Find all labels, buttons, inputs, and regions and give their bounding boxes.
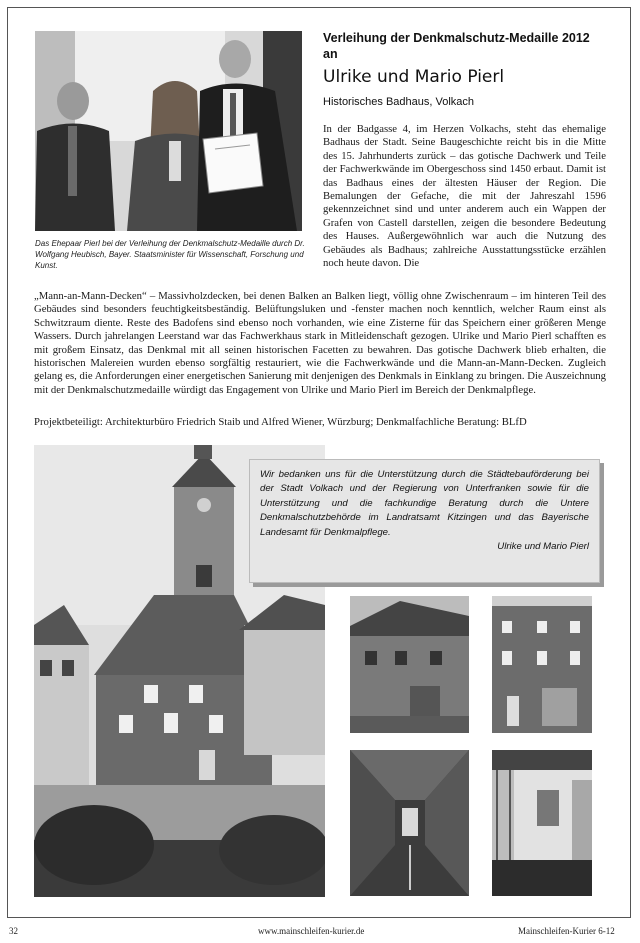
project-credits: Projektbeteiligt: Architekturbüro Friedrich Staib und Alfred Wiener, Würzburg; Denkmalfachliche Beratung: BLfD (34, 416, 527, 428)
thank-you-quote-box (249, 459, 600, 583)
footer-issue: Mainschleifen-Kurier 6-12 (518, 926, 615, 936)
photo-caption: Das Ehepaar Pierl bei der Verleihung der Denkmalschutz-Medaille durch Dr. Wolfgang Heubisch, Bayer. Staatsminister für Wissenschaft, Forschung und Kunst. (35, 239, 305, 270)
article-title: Ulrike und Mario Pierl (323, 67, 505, 87)
article-kicker: Verleihung der Denkmalschutz-Medaille 2012 an (323, 31, 590, 61)
footer-url[interactable]: www.mainschleifen-kurier.de (258, 926, 365, 936)
interior-room-photo (492, 750, 592, 896)
facade-after-photo (492, 596, 592, 733)
article-subtitle: Historisches Badhaus, Volkach (323, 96, 475, 108)
article-column-text: In der Badgasse 4, im Herzen Volkachs, steht das ehemalige Badhaus der Stadt. Seine Baugeschichte reicht bis in die Mitte des 15. Jahrhunderts zurück – das gotische Dachwerk und Teile der Fachwerkwände im Obergeschoss sind 1450 erbaut. Damit ist das Badhaus eines der ältesten Häuser der Region. Die Bemalungen der Gefache, die mit der Jahreszahl 1596 gekennzeichnet sind und unter anderem auch ein Wappen der Grafen von Castell darstellen, zeigen die besondere Bedeutung des Hauses. Außergewöhnlich war auch die Nutzung des Gebäudes als Badhaus; zahlreiche Ausstattungsstücke erzählen noch heute davon. Die (323, 123, 606, 270)
page-number: 32 (9, 926, 18, 936)
quote-signature: Ulrike und Mario Pierl (497, 541, 589, 553)
award-ceremony-photo (35, 31, 302, 231)
interior-corridor-photo (350, 750, 469, 896)
article-body-text: „Mann-an-Mann-Decken“ – Massivholzdecken, bei denen Balken an Balken liegt, völlig ohne Zwischenraum – im hinteren Teil des Gebäudes sind besonders feuchtigkeitsbeständig. Belüftungsluken und -fenster machen noch kenntlich, welcher Raum einst als Schwitzraum diente. Reste des Badofens sind ebenso noch vorhanden, wie eine Zisterne für das Speichern einer größeren Menge Wassers. Durch jahrelangen Leerstand war das Fachwerkhaus stark in Mitleidenschaft gezogen. Ulrike und Mario Pierl schafften es mit großem Einsatz, das Denkmal mit all seinen historischen Facetten zu bewahren. Das gotische Dachwerk blieb erhalten, die historischen Malereien wurden ebenso sorgfältig restauriert, wie die Fachwerkwände und die Mann-an-Mann-Decken. Zugleich gelang es, die Anforderungen einer energetischen Sanierung mit denjenigen des Denkmals in Einklang zu bringen. Die Auszeichnung mit der Denkmalschutzmedaille würdigt das Engagement von Ulrike und Mario Pierl im Bereich der Denkmalpflege. (34, 290, 606, 396)
facade-before-photo (350, 596, 469, 733)
quote-text: Wir bedanken uns für die Unterstützung durch die Städtebauförderung bei der Stadt Volkach und der Regierung von Unterfranken sowie für die Unterstützung und die fachkundige Beratung durch die Untere Denkmalschutzbehörde im Landratsamt Kitzingen und das Bayerische Landesamt für Denkmalpflege. (260, 469, 589, 538)
